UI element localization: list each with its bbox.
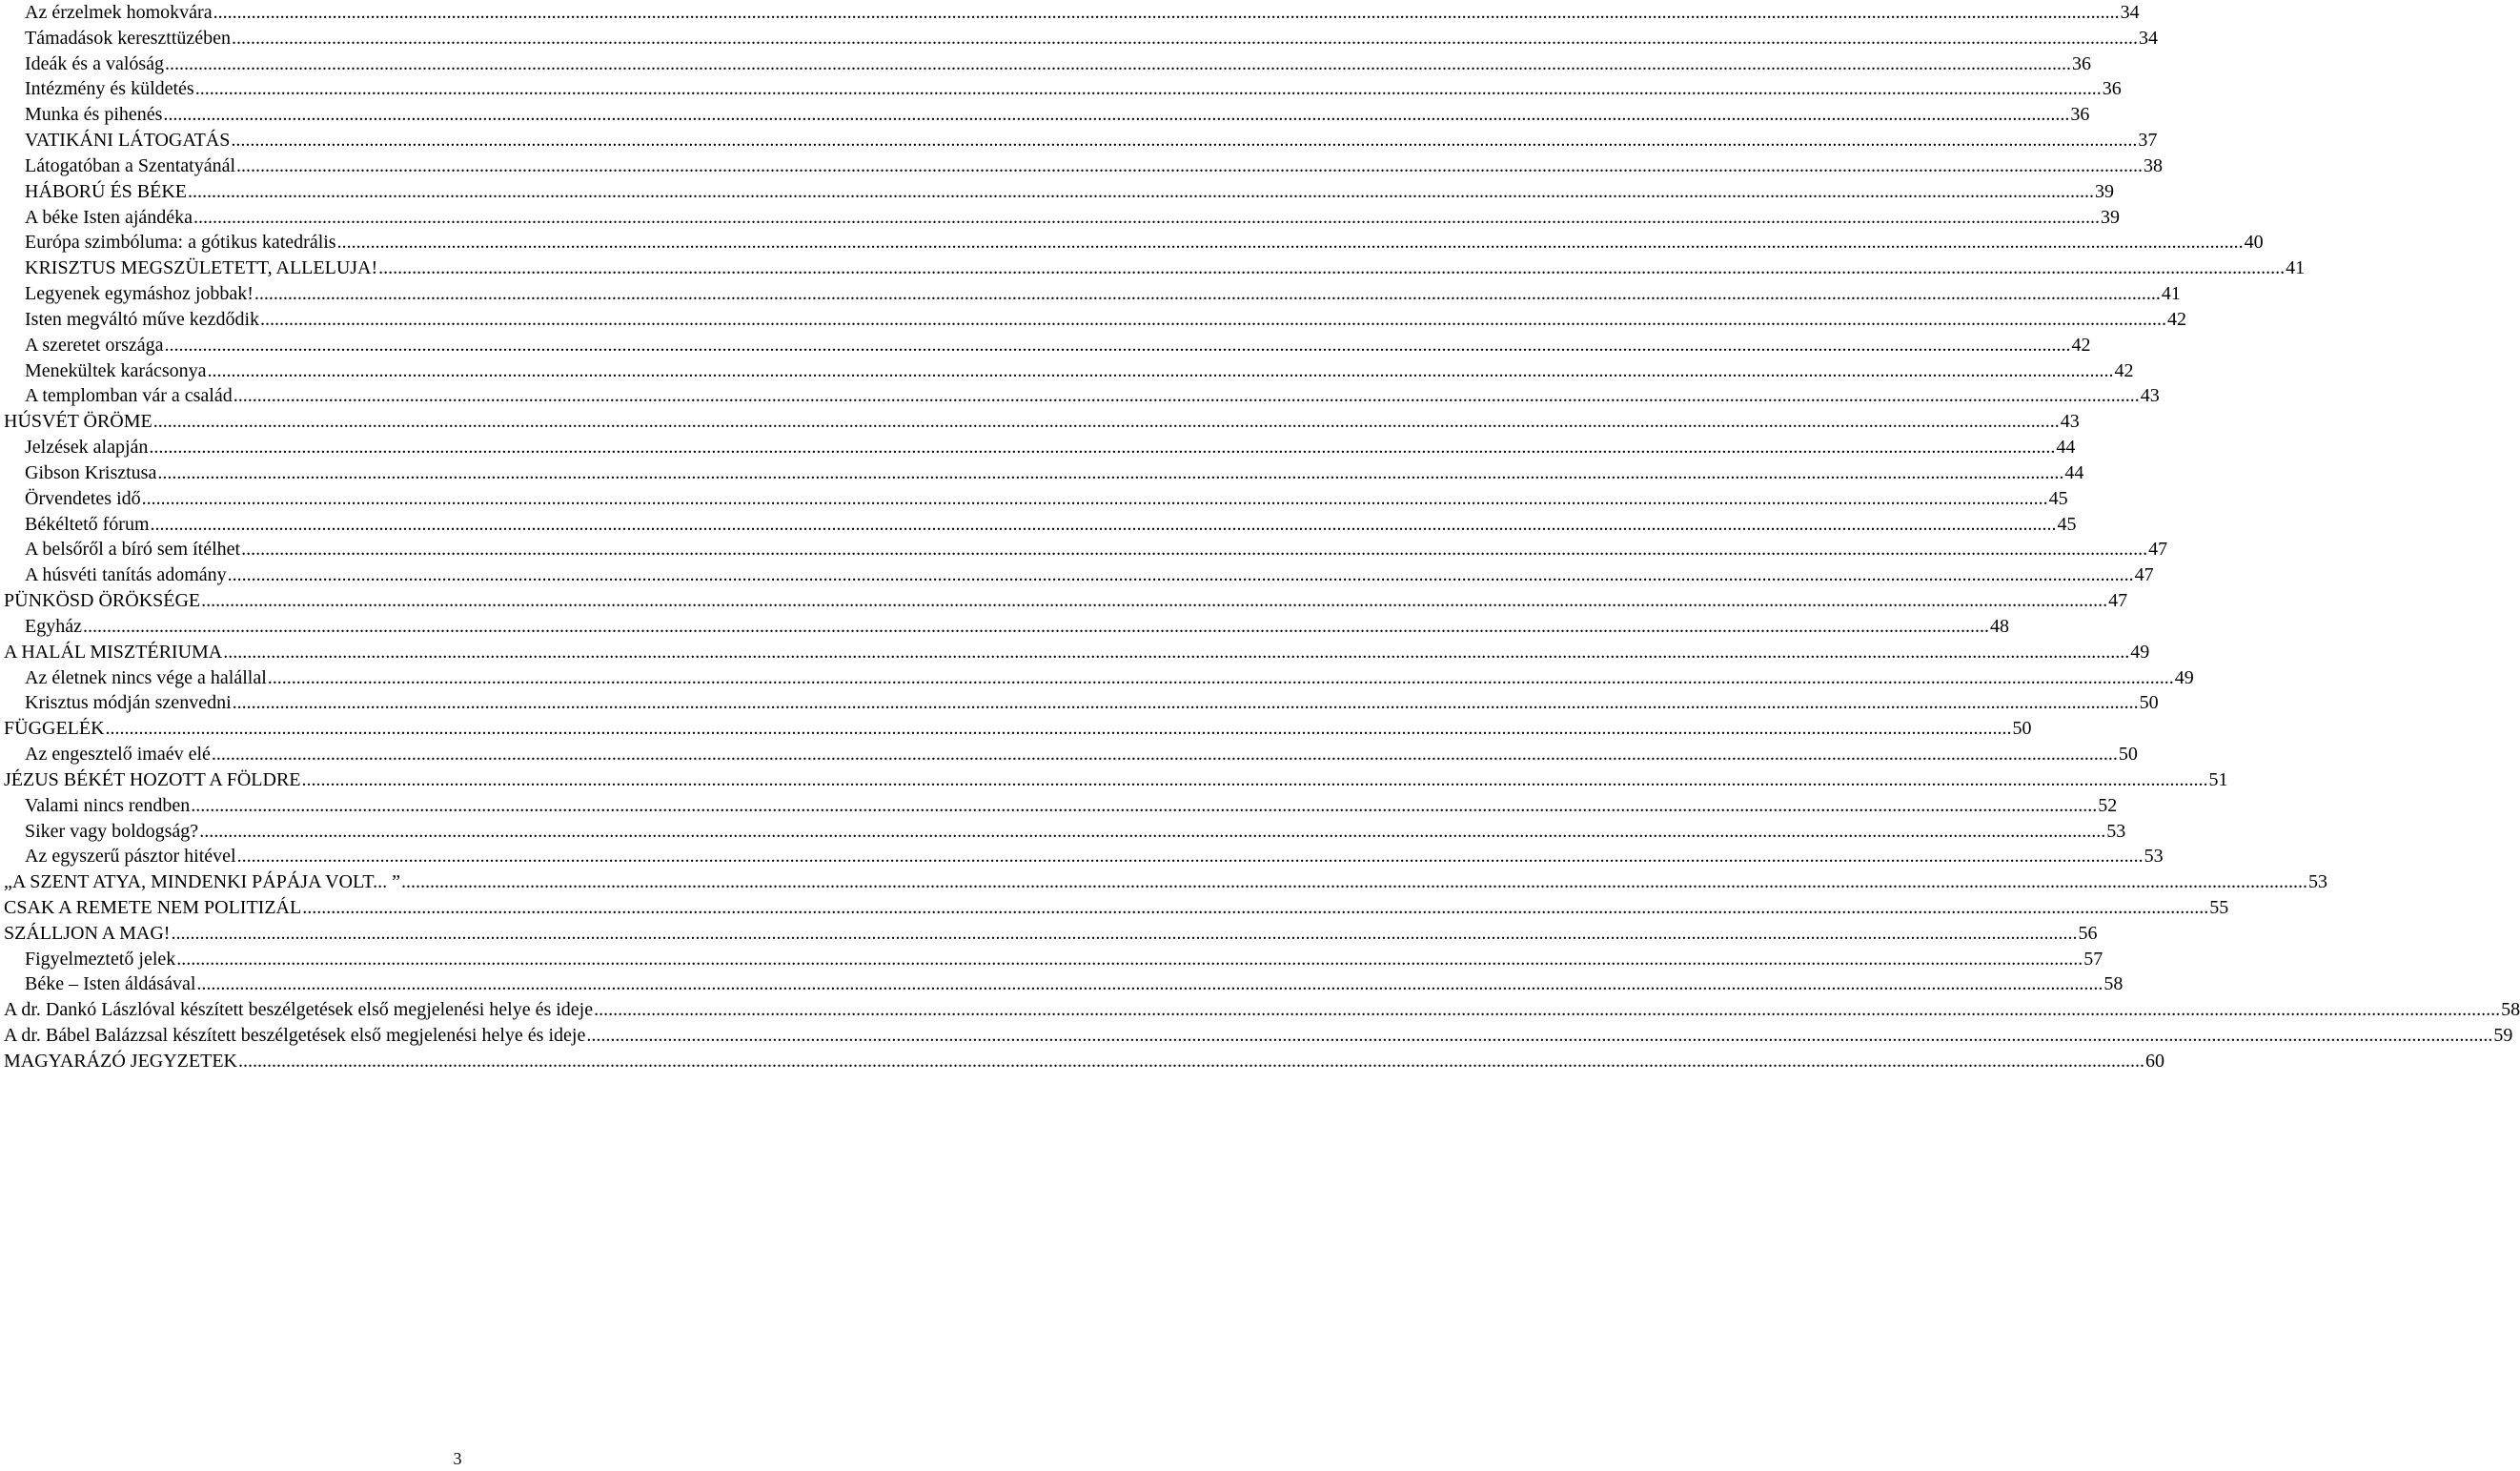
- toc-entry[interactable]: [4, 409, 2080, 435]
- dot-leader: ................................................................................................................................................................................................................................................................................................................................................................................................................: [188, 180, 2095, 202]
- toc-entry-page-number: 43: [2140, 385, 2160, 407]
- toc-entry-page-number: 36: [2070, 104, 2090, 126]
- toc-entry[interactable]: [4, 742, 2138, 767]
- toc-entry-title: CSAK A REMETE NEM POLITIZÁL: [4, 896, 302, 918]
- dot-leader: ................................................................................................................................................................................................................................................................................................................................................................................................................: [336, 232, 2244, 254]
- toc-entry-page-number: 38: [2144, 154, 2164, 176]
- dot-leader: ................................................................................................................................................................................................................................................................................................................................................................................................................: [164, 334, 2071, 356]
- dot-leader: ................................................................................................................................................................................................................................................................................................................................................................................................................: [152, 411, 2060, 433]
- toc-entry[interactable]: [4, 844, 2164, 869]
- toc-entry-title: JÉZUS BÉKÉT HOZOTT A FÖLDRE: [4, 768, 301, 790]
- dot-leader: ................................................................................................................................................................................................................................................................................................................................................................................................................: [237, 1050, 2144, 1072]
- toc-entry[interactable]: [4, 614, 2009, 640]
- toc-entry[interactable]: [4, 383, 2160, 409]
- toc-entry-page-number: 36: [2072, 52, 2092, 74]
- toc-entry-page-number: 36: [2102, 78, 2122, 100]
- toc-entry-page-number: 34: [2120, 2, 2140, 23]
- toc-entry[interactable]: [4, 358, 2134, 384]
- toc-entry-page-number: 53: [2106, 820, 2126, 842]
- toc-entry-title: Az érzelmek homokvára: [25, 2, 213, 23]
- toc-entry-title: KRISZTUS MEGSZÜLETETT, ALLELUJA!: [25, 257, 378, 279]
- dot-leader: ................................................................................................................................................................................................................................................................................................................................................................................................................: [400, 871, 2307, 893]
- dot-leader: ................................................................................................................................................................................................................................................................................................................................................................................................................: [267, 666, 2174, 688]
- toc-entry-page-number: 42: [2167, 308, 2187, 330]
- toc-entry-title: A béke Isten ajándéka: [25, 206, 193, 228]
- toc-entry-title: Siker vagy boldogság?: [25, 820, 199, 842]
- toc-entry-page-number: 41: [2286, 257, 2306, 279]
- toc-entry-page-number: 60: [2144, 1050, 2164, 1072]
- dot-leader: ................................................................................................................................................................................................................................................................................................................................................................................................................: [227, 564, 2134, 586]
- toc-entry-title: Ideák és a valóság: [25, 52, 165, 74]
- toc-entry[interactable]: [4, 102, 2090, 128]
- toc-entry-page-number: 50: [2118, 744, 2138, 766]
- toc-entry-title: Intézmény és küldetés: [25, 78, 194, 100]
- toc-entry[interactable]: [4, 971, 2124, 997]
- toc-entry-page-number: 43: [2060, 411, 2080, 433]
- toc-entry[interactable]: [4, 690, 2159, 716]
- toc-entry-page-number: 39: [2101, 206, 2121, 228]
- toc-entry-title: A HALÁL MISZTÉRIUMA: [4, 641, 223, 663]
- toc-entry-page-number: 52: [2098, 794, 2118, 816]
- toc-entry[interactable]: [4, 76, 2122, 102]
- dot-leader: ................................................................................................................................................................................................................................................................................................................................................................................................................: [254, 283, 2161, 305]
- toc-entry[interactable]: [4, 665, 2194, 691]
- toc-entry-title: A dr. Bábel Balázzsal készített beszélgetések első megjelenési helye és ideje: [4, 1025, 586, 1047]
- table-of-contents: [4, 0, 2520, 1074]
- toc-entry[interactable]: [4, 537, 2168, 562]
- dot-leader: ................................................................................................................................................................................................................................................................................................................................................................................................................: [141, 487, 2048, 509]
- dot-leader: ................................................................................................................................................................................................................................................................................................................................................................................................................: [150, 513, 2057, 535]
- dot-leader: ................................................................................................................................................................................................................................................................................................................................................................................................................: [301, 768, 2208, 790]
- toc-entry-title: Menekültek karácsonya: [25, 359, 207, 381]
- toc-entry[interactable]: [4, 1049, 2164, 1074]
- toc-entry-page-number: 44: [2056, 437, 2076, 459]
- dot-leader: ................................................................................................................................................................................................................................................................................................................................................................................................................: [149, 437, 2056, 459]
- toc-entry[interactable]: [4, 1023, 2513, 1049]
- dot-leader: ................................................................................................................................................................................................................................................................................................................................................................................................................: [191, 794, 2098, 816]
- toc-entry-title: Támadások kereszttüzében: [25, 27, 232, 49]
- toc-entry-page-number: 37: [2138, 130, 2158, 152]
- toc-entry[interactable]: [4, 255, 2306, 281]
- dot-leader: ................................................................................................................................................................................................................................................................................................................................................................................................................: [236, 846, 2144, 868]
- page-number: 3: [453, 1449, 462, 1468]
- toc-entry-title: VATIKÁNI LÁTOGATÁS: [25, 130, 231, 152]
- toc-entry[interactable]: [4, 205, 2121, 231]
- toc-entry-title: Európa szimbóluma: a gótikus katedrális: [25, 232, 336, 254]
- dot-leader: ................................................................................................................................................................................................................................................................................................................................................................................................................: [171, 922, 2078, 944]
- dot-leader: ................................................................................................................................................................................................................................................................................................................................................................................................................: [232, 27, 2139, 49]
- toc-entry-title: Jelzések alapján: [25, 437, 149, 459]
- toc-entry-title: „A SZENT ATYA, MINDENKI PÁPÁJA VOLT... ”: [4, 871, 400, 893]
- dot-leader: ................................................................................................................................................................................................................................................................................................................................................................................................................: [213, 2, 2120, 23]
- dot-leader: ................................................................................................................................................................................................................................................................................................................................................................................................................: [594, 999, 2501, 1021]
- toc-entry-page-number: 41: [2161, 283, 2181, 305]
- toc-entry[interactable]: [4, 435, 2076, 460]
- toc-entry[interactable]: [4, 895, 2229, 921]
- toc-entry-title: Gibson Krisztusa: [25, 461, 157, 483]
- toc-entry-page-number: 47: [2134, 564, 2154, 586]
- toc-entry-title: Egyház: [25, 615, 82, 637]
- toc-entry-title: HÚSVÉT ÖRÖME: [4, 411, 152, 433]
- toc-entry-title: HÁBORÚ ÉS BÉKE: [25, 180, 188, 202]
- toc-entry-title: FÜGGELÉK: [4, 718, 105, 740]
- dot-leader: ................................................................................................................................................................................................................................................................................................................................................................................................................: [194, 78, 2102, 100]
- toc-entry-page-number: 50: [2139, 692, 2159, 714]
- toc-entry-title: A templomban vár a család: [25, 385, 233, 407]
- toc-entry-title: MAGYARÁZÓ JEGYZETEK: [4, 1050, 237, 1072]
- toc-entry[interactable]: [4, 869, 2327, 895]
- dot-leader: ................................................................................................................................................................................................................................................................................................................................................................................................................: [232, 692, 2139, 714]
- toc-entry[interactable]: [4, 997, 2520, 1023]
- toc-entry-page-number: 42: [2071, 334, 2091, 356]
- toc-entry[interactable]: [4, 640, 2150, 665]
- dot-leader: ................................................................................................................................................................................................................................................................................................................................................................................................................: [82, 615, 1989, 637]
- toc-entry[interactable]: [4, 819, 2126, 845]
- dot-leader: ................................................................................................................................................................................................................................................................................................................................................................................................................: [233, 385, 2140, 407]
- toc-entry[interactable]: [4, 26, 2159, 51]
- toc-entry-title: A belsőről a bíró sem ítélhet: [25, 539, 241, 561]
- toc-entry-page-number: 45: [2057, 513, 2077, 535]
- toc-entry-title: PÜNKÖSD ÖRÖKSÉGE: [4, 590, 201, 612]
- toc-entry-page-number: 39: [2095, 180, 2115, 202]
- toc-entry-title: Valami nincs rendben: [25, 794, 191, 816]
- toc-entry-page-number: 47: [2148, 539, 2168, 561]
- toc-entry-page-number: 50: [2012, 718, 2032, 740]
- dot-leader: ................................................................................................................................................................................................................................................................................................................................................................................................................: [236, 154, 2144, 176]
- dot-leader: ................................................................................................................................................................................................................................................................................................................................................................................................................: [196, 973, 2103, 995]
- toc-entry-page-number: 44: [2064, 461, 2084, 483]
- toc-entry-title: A húsvéti tanítás adomány: [25, 564, 227, 586]
- toc-entry[interactable]: [4, 230, 2264, 255]
- toc-entry-page-number: 59: [2493, 1025, 2513, 1047]
- toc-entry[interactable]: [4, 767, 2228, 793]
- toc-entry[interactable]: [4, 0, 2140, 26]
- toc-entry-page-number: 47: [2108, 590, 2128, 612]
- dot-leader: ................................................................................................................................................................................................................................................................................................................................................................................................................: [223, 641, 2130, 663]
- toc-entry-page-number: 42: [2114, 359, 2134, 381]
- dot-leader: ................................................................................................................................................................................................................................................................................................................................................................................................................: [241, 539, 2148, 561]
- dot-leader: ................................................................................................................................................................................................................................................................................................................................................................................................................: [199, 820, 2106, 842]
- toc-entry-page-number: 57: [2083, 948, 2103, 970]
- toc-entry-page-number: 56: [2078, 922, 2098, 944]
- toc-entry[interactable]: [4, 281, 2181, 307]
- toc-entry-page-number: 55: [2209, 896, 2229, 918]
- toc-entry-title: Az egyszerű pásztor hitével: [25, 846, 236, 868]
- toc-entry-title: Krisztus módján szenvedni: [25, 692, 232, 714]
- dot-leader: ................................................................................................................................................................................................................................................................................................................................................................................................................: [165, 52, 2072, 74]
- dot-leader: ................................................................................................................................................................................................................................................................................................................................................................................................................: [260, 308, 2167, 330]
- dot-leader: ................................................................................................................................................................................................................................................................................................................................................................................................................: [176, 948, 2083, 970]
- toc-entry-page-number: 58: [2103, 973, 2124, 995]
- dot-leader: ................................................................................................................................................................................................................................................................................................................................................................................................................: [586, 1025, 2493, 1047]
- toc-entry-title: Munka és pihenés: [25, 104, 163, 126]
- toc-entry[interactable]: [4, 179, 2115, 205]
- toc-entry-page-number: 40: [2244, 232, 2264, 254]
- toc-entry-title: Az engesztelő imaév elé: [25, 744, 211, 766]
- toc-entry-title: SZÁLLJON A MAG!: [4, 922, 171, 944]
- toc-entry-page-number: 49: [2130, 641, 2150, 663]
- dot-leader: ................................................................................................................................................................................................................................................................................................................................................................................................................: [378, 257, 2286, 279]
- toc-entry[interactable]: [4, 460, 2084, 486]
- toc-entry[interactable]: [4, 153, 2164, 179]
- toc-entry[interactable]: [4, 333, 2091, 358]
- toc-entry-page-number: 51: [2208, 768, 2228, 790]
- dot-leader: ................................................................................................................................................................................................................................................................................................................................................................................................................: [201, 590, 2108, 612]
- toc-entry-title: Látogatóban a Szentatyánál: [25, 154, 236, 176]
- toc-entry[interactable]: [4, 716, 2032, 742]
- toc-entry-title: Isten megváltó műve kezdődik: [25, 308, 260, 330]
- toc-entry[interactable]: [4, 512, 2077, 538]
- toc-entry-title: Békéltető fórum: [25, 513, 150, 535]
- toc-entry-title: Figyelmeztető jelek: [25, 948, 176, 970]
- toc-entry[interactable]: [4, 486, 2068, 512]
- dot-leader: ................................................................................................................................................................................................................................................................................................................................................................................................................: [302, 896, 2209, 918]
- dot-leader: ................................................................................................................................................................................................................................................................................................................................................................................................................: [157, 461, 2064, 483]
- toc-entry[interactable]: [4, 921, 2098, 947]
- toc-entry-page-number: 58: [2501, 999, 2520, 1021]
- dot-leader: ................................................................................................................................................................................................................................................................................................................................................................................................................: [211, 744, 2118, 766]
- toc-entry[interactable]: [4, 947, 2103, 972]
- toc-entry-page-number: 45: [2048, 487, 2068, 509]
- toc-entry-title: A dr. Dankó Lászlóval készített beszélgetések első megjelenési helye és ideje: [4, 999, 594, 1021]
- toc-entry-page-number: 53: [2144, 846, 2164, 868]
- dot-leader: ................................................................................................................................................................................................................................................................................................................................................................................................................: [193, 206, 2101, 228]
- dot-leader: ................................................................................................................................................................................................................................................................................................................................................................................................................: [163, 104, 2070, 126]
- toc-entry[interactable]: [4, 793, 2118, 819]
- toc-entry-title: Örvendetes idő: [25, 487, 141, 509]
- toc-entry-page-number: 49: [2174, 666, 2194, 688]
- toc-entry[interactable]: [4, 562, 2154, 588]
- toc-entry-title: A szeretet országa: [25, 334, 164, 356]
- toc-entry-title: Az életnek nincs vége a halállal: [25, 666, 267, 688]
- toc-entry-title: Béke – Isten áldásával: [25, 973, 196, 995]
- toc-entry-page-number: 53: [2307, 871, 2327, 893]
- dot-leader: ................................................................................................................................................................................................................................................................................................................................................................................................................: [105, 718, 2012, 740]
- toc-entry[interactable]: [4, 51, 2092, 77]
- toc-entry[interactable]: [4, 128, 2158, 153]
- toc-entry[interactable]: [4, 307, 2187, 333]
- dot-leader: ................................................................................................................................................................................................................................................................................................................................................................................................................: [207, 359, 2114, 381]
- toc-entry[interactable]: [4, 588, 2128, 614]
- toc-entry-title: Legyenek egymáshoz jobbak!: [25, 283, 254, 305]
- dot-leader: ................................................................................................................................................................................................................................................................................................................................................................................................................: [231, 130, 2138, 152]
- toc-entry-page-number: 48: [1989, 615, 2009, 637]
- toc-entry-page-number: 34: [2139, 27, 2159, 49]
